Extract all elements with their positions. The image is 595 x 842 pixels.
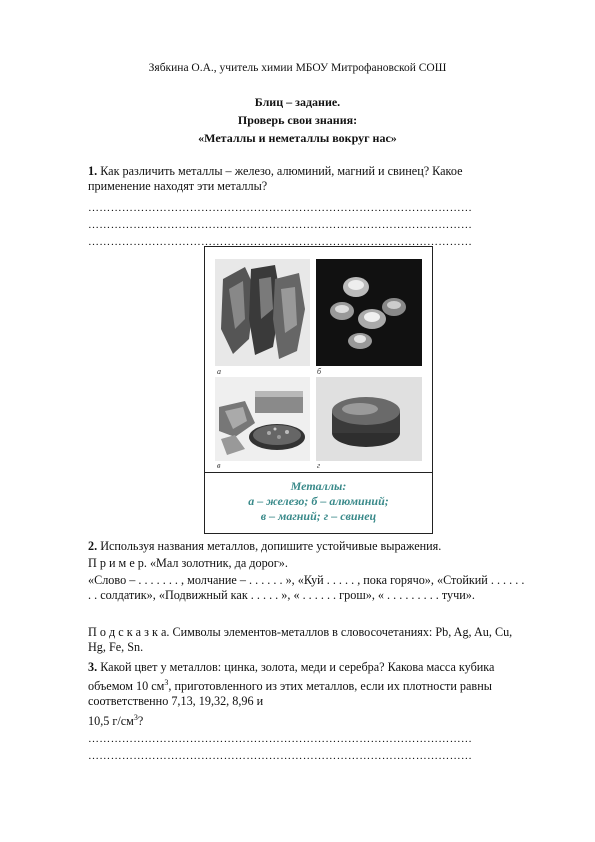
caption-line-2: в – магний; г – свинец [260, 509, 377, 523]
question-3-sup-2: 3 [133, 713, 138, 722]
question-2-text: Используя названия металлов, допишите устойчивые выражения. [97, 539, 442, 553]
photo-aluminium [316, 259, 422, 366]
question-3-last-line [88, 710, 528, 729]
photo-label-c: в [217, 461, 221, 470]
answer-line-4: ………………………………………………………………………………………… [88, 733, 473, 745]
question-2 [88, 539, 528, 554]
question-3-end: ? [137, 714, 144, 729]
photo-label-b: б [317, 367, 322, 376]
title-line-3: «Металлы и неметаллы вокруг нас» [198, 131, 397, 145]
photo-label-d: г [317, 461, 321, 470]
answer-line-2: ………………………………………………………………………………………… [88, 219, 473, 231]
figure-divider [205, 472, 432, 473]
title-line-1: Блиц – задание. [254, 95, 341, 109]
question-1 [88, 164, 528, 194]
question-2-example: П р и м е р. «Мал золотник, да дорог». [88, 556, 288, 570]
photo-lead [316, 377, 422, 461]
question-3-last-text: 10,5 г/см [88, 714, 134, 729]
title-line-2: Проверь свои знания: [237, 113, 358, 127]
question-3-text-2: , приготовленного из этих металлов, если их плотности равны соответственно 7,13, 19,32, 8,96 и [88, 679, 492, 709]
question-3-number: 3. [88, 660, 98, 674]
question-3-sup-1: 3 [164, 678, 169, 687]
photo-iron [215, 259, 310, 366]
question-3-text-1: Какой цвет у металлов: цинка, золота, меди и серебра? Какова масса кубика объемом 10 см [88, 660, 495, 694]
photo-magnesium [215, 377, 310, 461]
figure-caption [205, 479, 432, 524]
author-line: Зябкина О.А., учитель химии МБОУ Митрофановской СОШ [148, 62, 447, 74]
question-2-phrases: «Слово – . . . . . . . , молчание – . . . . . . », «Куй . . . . . , пока горячо», «Стойкий . . . . . . . . солдатик», «Подвижный как . . . . . », « . . . . . . грош», « . . . . . . . . . тучи». [88, 573, 525, 602]
answer-line-5: ………………………………………………………………………………………… [88, 750, 473, 762]
caption-line-1: а – железо; б – алюминий; [248, 494, 389, 508]
question-1-text: Как различить металлы – железо, алюминий, магний и свинец? Какое применение находят эти металлы? [88, 164, 463, 193]
question-1-number: 1. [88, 164, 98, 178]
question-2-number: 2. [88, 539, 98, 553]
caption-title: Металлы: [290, 479, 347, 493]
metals-figure [204, 246, 433, 534]
photo-label-a: а [217, 367, 221, 376]
answer-line-1: ………………………………………………………………………………………… [88, 202, 473, 214]
answer-line-3: ………………………………………………………………………………………… [88, 236, 473, 248]
question-2-hint: П о д с к а з к а. Символы элементов-металлов в словосочетаниях: Pb, Ag, Au, Cu, Hg, Fe, Sn. [88, 625, 513, 654]
question-3 [88, 660, 528, 709]
